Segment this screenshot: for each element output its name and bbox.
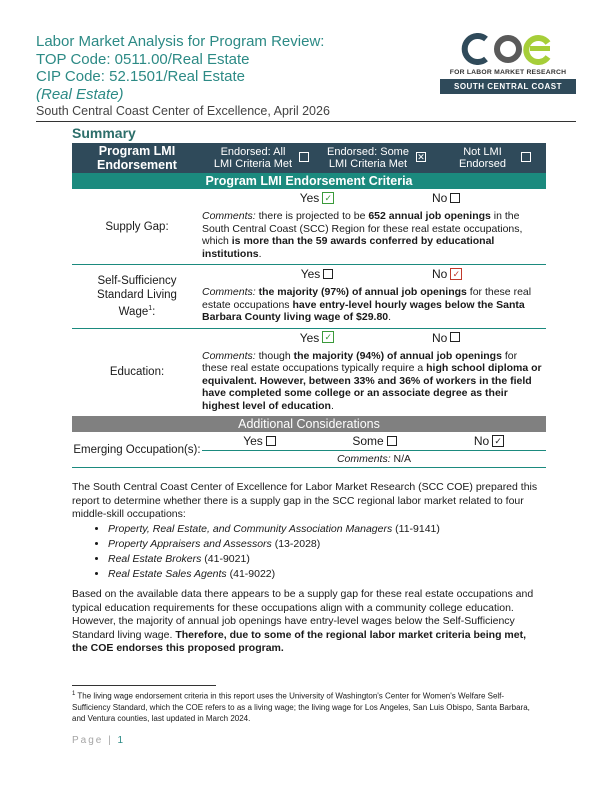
education-label: Education: <box>72 328 202 416</box>
supply-gap-yes-checked-icon: ✓ <box>322 192 334 204</box>
top-code: TOP Code: 0511.00/Real Estate <box>36 50 250 68</box>
endorsed-some-option <box>317 143 432 173</box>
logo-tagline: FOR LABOR MARKET RESEARCH <box>449 69 567 76</box>
list-item: • Real Estate Sales Agents (41-9022) <box>108 567 578 582</box>
endorsed-some-checked-icon: ✕ <box>417 152 425 162</box>
summary-heading: Summary <box>72 125 136 141</box>
supply-gap-no-checkbox <box>450 193 460 203</box>
footnote: $^1$ The living wage endorsement criteria in this report uses the University of Washington's Center for Women's Welfare Self-Sufficiency Standard, which the COE refers to as a living wage; the living wage for Los Angeles, San Luis Obispo, Santa Barbara, and Ventura counties, last updated in March 2024. <box>72 691 530 723</box>
emerging-no: No ✓ <box>432 432 546 451</box>
list-item: • Real Estate Brokers (41-9021) <box>108 552 578 567</box>
not-endorsed-label: Not LMI Endorsed <box>458 146 507 170</box>
report-title-line-1: Labor Market Analysis for Program Review: <box>36 33 325 50</box>
emerging-comments: Comments: N/A <box>202 451 546 468</box>
intro-paragraph: The South Central Coast Center of Excellence for Labor Market Research (SCC COE) prepared this report to determine whether there is a supply gap in the SCC regional labor market related to four middle-skill occupations: <box>72 481 538 520</box>
supply-gap-label: Supply Gap: <box>105 220 169 233</box>
emerging-yes-checkbox <box>266 436 276 446</box>
endorsement-label: Program LMI Endorsement <box>97 144 177 172</box>
living-wage-yes-checkbox <box>323 269 333 279</box>
criteria-header: Program LMI Endorsement Criteria <box>205 174 413 188</box>
supply-gap-yes: Yes ✓ <box>202 189 432 207</box>
emerging-some: Some <box>317 432 432 451</box>
living-wage-comments: Comments: the majority (97%) of annual job openings for these real estate occupations have entry-level hourly wages below the Santa Barbara County living wage of $29.80. <box>202 286 532 323</box>
additional-considerations-header: Additional Considerations <box>238 417 380 431</box>
not-endorsed-checkbox <box>521 152 531 162</box>
living-wage-no-checked-icon: ✓ <box>450 268 462 280</box>
emerging-no-checked-icon: ✓ <box>492 435 504 447</box>
supply-gap-no: No <box>432 189 546 207</box>
report-subtitle: South Central Coast Center of Excellence, April 2026 <box>36 104 330 118</box>
emerging-yes: Yes <box>202 432 317 451</box>
education-no-checkbox <box>450 332 460 342</box>
page-number: Page | 1 <box>72 735 126 746</box>
header-divider <box>36 121 576 122</box>
supply-gap-comments: Comments: there is projected to be 652 annual job openings in the South Central Coast (SCC) Region for these real estate occupations, which is more than the 59 awards conferred by educational institutions. <box>202 210 523 260</box>
occupation-list <box>72 522 578 582</box>
coe-logo <box>440 33 576 94</box>
endorsed-all-checkbox <box>299 152 309 162</box>
endorsed-all-option <box>202 143 317 173</box>
living-wage-yes: Yes <box>202 265 432 284</box>
cip-code: CIP Code: 52.1501/Real Estate <box>36 68 246 85</box>
education-comments: Comments: though the majority (94%) of annual job openings for these real estate occupations typically require a high school diploma or equivalent. However, between 33% and 36% of workers in the field have completed some college or an associate degree as their highest level of education. <box>202 349 542 412</box>
conclusion-paragraph: Based on the available data there appears to be a supply gap for these real estate occupations and typical education requirements for these occupations align with a community college education. However, the majority of annual job openings have entry-level wages below the Self-Sufficiency Standard living wage. Therefore, due to some of the regional labor market criteria being met, the COE endorses this proposed program. <box>72 588 534 654</box>
report-header <box>36 33 376 119</box>
emerging-occupations-label: Emerging Occupation(s): <box>72 432 202 468</box>
endorsement-row <box>72 143 546 173</box>
not-endorsed-option <box>432 143 546 173</box>
lmi-endorsement-table <box>72 143 546 468</box>
list-item: • Property Appraisers and Assessors (13-2028) <box>108 537 578 552</box>
footnote-divider <box>72 685 216 686</box>
list-item: • Property, Real Estate, and Community Association Managers (11-9141) <box>108 522 578 537</box>
living-wage-no: No ✓ <box>432 265 546 284</box>
education-yes: Yes ✓ <box>202 328 432 347</box>
program-name: (Real Estate) <box>36 85 124 103</box>
coe-logo-mark-icon <box>460 33 556 65</box>
education-yes-checked-icon: ✓ <box>322 331 334 343</box>
emerging-some-checkbox <box>387 436 397 446</box>
education-no: No <box>432 328 546 347</box>
living-wage-label: Self-Sufficiency Standard Living Wage$^1$: <box>72 265 202 329</box>
endorsed-some-label: Endorsed: Some LMI Criteria Met <box>327 146 409 170</box>
logo-region-banner: SOUTH CENTRAL COAST <box>440 79 576 94</box>
endorsed-all-label: Endorsed: All LMI Criteria Met <box>213 146 293 170</box>
